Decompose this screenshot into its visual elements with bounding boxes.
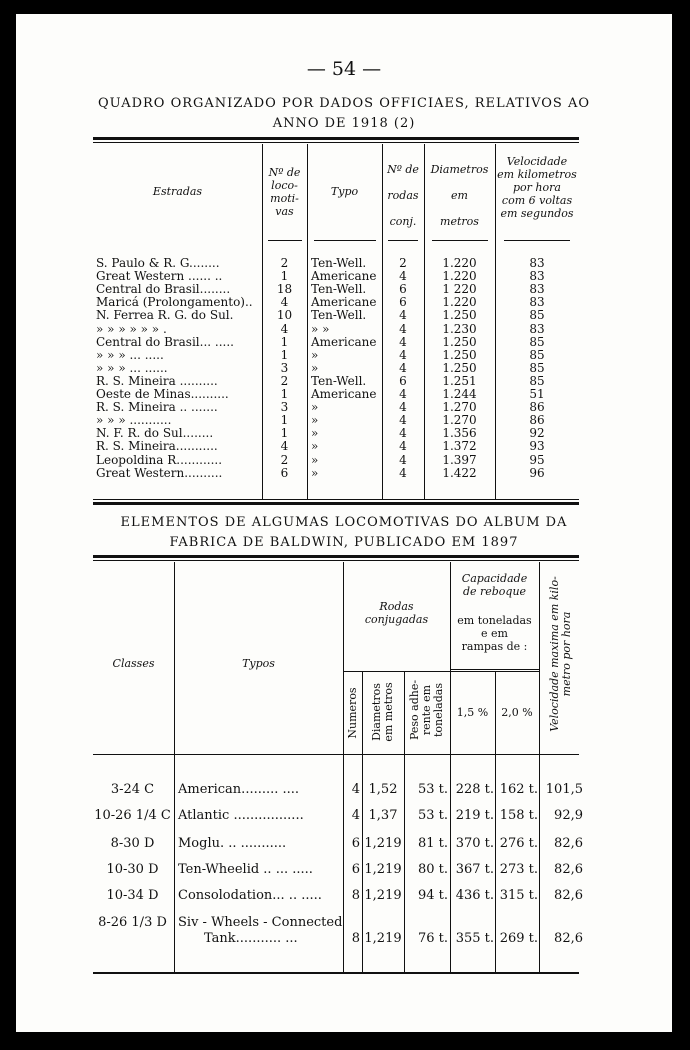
table2-cell-peso: 81 t. xyxy=(417,836,448,851)
table1-cell-typo: Americane xyxy=(311,334,377,349)
table1-title-line2: ANNO DE 1918 (2) xyxy=(272,116,416,131)
table1-cell-rodas: 4 xyxy=(399,400,407,415)
table1-header-underline-vel xyxy=(504,240,570,241)
table1-cell-estrada: » » » ... ..... xyxy=(96,347,164,362)
table1-cell-vel: 51 xyxy=(529,387,545,401)
table1-header-locomotivas: Nº de loco- moti- vas xyxy=(268,166,301,218)
table2-bottom-rule xyxy=(93,972,579,974)
table1-cell-loco: 2 xyxy=(280,373,289,388)
table2-cell-typo-line2: Tank........... ... xyxy=(204,931,298,946)
table1-cell-estrada: » » » ........... xyxy=(96,413,172,428)
table2-header-rampa-2: 2,0 % xyxy=(501,706,533,719)
table1-cell-estrada: Great Western.......... xyxy=(96,465,223,480)
table1-cell-rodas: 4 xyxy=(399,269,407,284)
table2-cell-num: 4 xyxy=(351,782,360,797)
table1-cell-diam: 1.251 xyxy=(442,373,477,388)
table1-cell-rodas: 4 xyxy=(399,360,407,375)
table1-cell-typo: Ten-Well. xyxy=(311,308,367,323)
table2-cell-peso: 53 t. xyxy=(417,782,448,797)
table2-header-rampa-1: 1,5 % xyxy=(456,706,489,719)
table2-cell-vel: 101,5 xyxy=(545,782,583,797)
table1-bottom-rule xyxy=(93,502,579,505)
table1-bottom-rule-thin xyxy=(93,499,579,500)
table2-cell-num: 4 xyxy=(351,808,360,823)
table2-header-rodas: Rodas conjugadas xyxy=(364,600,429,626)
table1-cell-estrada: N. F. R. do Sul........ xyxy=(96,426,214,441)
table2-cell-r2: 158 t. xyxy=(499,808,538,823)
table2-title-line2: FABRICA DE BALDWIN, PUBLICADO EM 1897 xyxy=(169,535,519,550)
table2-capacidade-under-rule xyxy=(450,669,539,670)
table1-cell-loco: 6 xyxy=(280,465,289,480)
table2-cell-classe: 10-30 D xyxy=(106,862,159,877)
table1-cell-diam: 1.270 xyxy=(442,400,477,415)
table1-cell-typo: Americane xyxy=(311,295,377,310)
table1-top-rule-thin xyxy=(93,142,579,143)
table1-cell-loco: 3 xyxy=(280,360,289,375)
table1-cell-estrada: Leopoldina R............ xyxy=(96,452,223,467)
table2-cell-r2: 315 t. xyxy=(499,888,538,903)
table1-cell-rodas: 2 xyxy=(399,256,407,270)
table1-cell-vel: 83 xyxy=(529,269,545,284)
table2-col-sep-7 xyxy=(539,562,540,974)
table2-title-line1: ELEMENTOS DE ALGUMAS LOCOMOTIVAS DO ALBUM DA xyxy=(120,515,568,530)
table2-cell-r2: 276 t. xyxy=(499,836,538,851)
table1-cell-loco: 2 xyxy=(280,256,289,270)
table2-col-sep-1 xyxy=(174,562,175,974)
table2-col-sep-3 xyxy=(362,672,363,974)
table1-cell-diam: 1.244 xyxy=(442,387,477,401)
table1-cell-estrada: R. S. Mineira........... xyxy=(96,439,218,454)
table1-cell-estrada: » » » » » » . xyxy=(96,321,167,336)
table1-cell-diam: 1.422 xyxy=(442,465,477,480)
table1-cell-typo: » xyxy=(311,360,319,375)
table2-cell-peso: 80 t. xyxy=(417,862,448,877)
table1-cell-typo: Ten-Well. xyxy=(311,373,367,388)
table1-cell-rodas: 4 xyxy=(399,321,407,336)
table1-cell-vel: 83 xyxy=(529,282,545,297)
table1-cell-vel: 85 xyxy=(529,373,545,388)
table1-cell-vel: 85 xyxy=(529,308,545,323)
table1-cell-estrada: S. Paulo & R. G........ xyxy=(96,256,220,270)
table1-header-rodas: Nº de rodas conj. xyxy=(387,163,419,228)
table1-cell-diam: 1.230 xyxy=(442,321,477,336)
table1-cell-typo: Ten-Well. xyxy=(311,256,367,270)
table1-cell-loco: 1 xyxy=(280,413,289,428)
table1-cell-estrada: Oeste de Minas.......... xyxy=(96,387,229,401)
table1-cell-rodas: 4 xyxy=(399,426,407,441)
table2-header-capacidade: Capacidade de reboque xyxy=(461,572,528,598)
table1-top-rule xyxy=(93,137,579,140)
table2-cell-r1: 436 t. xyxy=(455,888,494,903)
table1-cell-loco: 1 xyxy=(280,387,289,401)
table2-cell-peso: 94 t. xyxy=(417,888,448,903)
table1-cell-diam: 1.397 xyxy=(442,452,477,467)
table1-cell-typo: » xyxy=(311,465,319,480)
table1-cell-loco: 4 xyxy=(280,321,289,336)
table1-cell-typo: » » xyxy=(311,321,330,336)
table1-cell-vel: 85 xyxy=(529,334,545,349)
table2-cell-vel: 82,6 xyxy=(554,931,583,946)
table2-cell-diam: 1,37 xyxy=(368,808,398,823)
table2-header-peso: Peso adhe- rente em toneladas xyxy=(408,679,445,741)
table2-cell-peso: 76 t. xyxy=(417,931,448,946)
table2-header-diametros: Diametros em metros xyxy=(370,682,395,742)
page-number: — 54 — xyxy=(306,58,382,80)
table1-header-typo: Typo xyxy=(330,185,359,198)
table1-cell-rodas: 6 xyxy=(399,295,407,310)
table1-cell-diam: 1.250 xyxy=(442,360,477,375)
table1-cell-vel: 83 xyxy=(529,295,545,310)
table1-cell-loco: 2 xyxy=(280,452,289,467)
table1-cell-loco: 3 xyxy=(280,400,289,415)
table2-cell-num: 6 xyxy=(351,862,360,877)
table1-cell-typo: » xyxy=(311,439,319,454)
table1-cell-estrada: Maricá (Prolongamento).. xyxy=(96,295,253,310)
table2-cell-typo: Moglu. .. ........... xyxy=(178,836,287,851)
table1-header-underline-diam xyxy=(432,240,488,241)
table1-cell-estrada: R. S. Mineira .......... xyxy=(96,373,218,388)
table1-cell-estrada: » » » ... ...... xyxy=(96,360,168,375)
table1-header-underline-rodas xyxy=(388,240,418,241)
table1-cell-estrada: R. S. Mineira .. ....... xyxy=(96,400,218,415)
table2-cell-typo: Atlantic ................. xyxy=(178,808,304,823)
table1-cell-diam: 1 220 xyxy=(442,282,477,297)
table1-cell-typo: » xyxy=(311,400,319,415)
table2-cell-classe: 8-26 1/3 D xyxy=(98,915,167,930)
table2-cell-num: 8 xyxy=(351,931,360,946)
table2-cell-r1: 219 t. xyxy=(455,808,494,823)
table2-cell-r2: 269 t. xyxy=(499,931,538,946)
table1-cell-rodas: 4 xyxy=(399,413,407,428)
table2-cell-typo: American......... .... xyxy=(178,782,300,797)
table2-cell-r1: 370 t. xyxy=(455,836,494,851)
table2-col-sep-4 xyxy=(404,672,405,974)
table1-cell-typo: » xyxy=(311,426,319,441)
table1-cell-rodas: 4 xyxy=(399,465,407,480)
table1-cell-diam: 1.250 xyxy=(442,334,477,349)
table1-header-underline-typo xyxy=(314,240,376,241)
table1-cell-typo: » xyxy=(311,413,319,428)
table1-cell-rodas: 6 xyxy=(399,373,407,388)
table2-top-rule xyxy=(93,555,579,558)
table1-cell-loco: 18 xyxy=(276,282,293,297)
table1-cell-typo: Americane xyxy=(311,387,377,401)
table1-cell-diam: 1.220 xyxy=(442,269,477,284)
table1-cell-rodas: 4 xyxy=(399,452,407,467)
table2-header-typos: Typos xyxy=(242,657,275,670)
table2-cell-classe: 8-30 D xyxy=(110,836,155,851)
table1-cell-loco: 1 xyxy=(280,347,289,362)
table1-cell-rodas: 6 xyxy=(399,282,407,297)
table2-cell-r2: 162 t. xyxy=(499,782,538,797)
table1-header-diametros: Diametros em metros xyxy=(430,163,489,228)
table1-cell-rodas: 4 xyxy=(399,308,407,323)
table2-cell-vel: 82,6 xyxy=(554,888,583,903)
table1-cell-loco: 1 xyxy=(280,269,289,284)
table1-cell-diam: 1.250 xyxy=(442,308,477,323)
table1-cell-vel: 93 xyxy=(529,439,545,454)
table2-cell-typo: Ten-Wheelid .. ... ..... xyxy=(178,862,313,877)
table1-cell-vel: 86 xyxy=(529,413,545,428)
table2-cell-classe: 3-24 C xyxy=(110,782,155,797)
table1-cell-typo: Americane xyxy=(311,269,377,284)
table2-cell-r2: 273 t. xyxy=(499,862,538,877)
table2-cell-r1: 228 t. xyxy=(455,782,494,797)
table1-cell-diam: 1.372 xyxy=(442,439,477,454)
table2-cell-vel: 82,6 xyxy=(554,862,583,877)
table1-cell-rodas: 4 xyxy=(399,347,407,362)
table1-cell-estrada: Central do Brasil........ xyxy=(96,282,231,297)
table1-cell-loco: 1 xyxy=(280,426,289,441)
table2-header-bottom-rule xyxy=(93,754,579,755)
table1-cell-vel: 83 xyxy=(529,256,545,270)
table2-cell-classe: 10-34 D xyxy=(106,888,159,903)
table1-cell-diam: 1.220 xyxy=(442,256,477,270)
table1-cell-estrada: Great Western ...... .. xyxy=(96,269,223,284)
table2-header-numeros: Numeros xyxy=(346,687,359,739)
table1-header-estradas: Estradas xyxy=(152,185,203,198)
table1-title-line1: QUADRO ORGANIZADO POR DADOS OFFICIAES, RELATIVOS AO xyxy=(97,96,591,111)
table1-cell-diam: 1.220 xyxy=(442,295,477,310)
table1-cell-typo: » xyxy=(311,452,319,467)
page-sheet xyxy=(16,14,672,1032)
table2-cell-vel: 82,6 xyxy=(554,836,583,851)
table1-cell-loco: 1 xyxy=(280,334,289,349)
table1-cell-diam: 1.356 xyxy=(442,426,477,441)
table1-cell-vel: 83 xyxy=(529,321,545,336)
table2-header-classes: Classes xyxy=(112,657,155,670)
table1-cell-loco: 4 xyxy=(280,439,289,454)
table1-cell-vel: 96 xyxy=(529,465,545,480)
table1-cell-vel: 92 xyxy=(529,426,545,441)
table2-header-capacidade-sub: em toneladas e em rampas de : xyxy=(457,614,532,653)
table2-cell-num: 6 xyxy=(351,836,360,851)
table2-cell-diam: 1,219 xyxy=(364,888,402,903)
table2-cell-diam: 1,219 xyxy=(364,836,402,851)
table2-cell-typo: Consolodation... .. ..... xyxy=(178,888,322,903)
table1-cell-vel: 86 xyxy=(529,400,545,415)
table2-cell-diam: 1,219 xyxy=(364,862,402,877)
table1-cell-vel: 85 xyxy=(529,347,545,362)
table1-cell-vel: 95 xyxy=(529,452,545,467)
table1-cell-estrada: N. Ferrea R. G. do Sul. xyxy=(96,308,234,323)
table2-cell-vel: 92,9 xyxy=(554,808,583,823)
table1-cell-vel: 85 xyxy=(529,360,545,375)
table1-cell-estrada: Central do Brasil... ..... xyxy=(96,334,234,349)
table1-cell-rodas: 4 xyxy=(399,387,407,401)
table1-cell-loco: 4 xyxy=(280,295,289,310)
table1-cell-typo: » xyxy=(311,347,319,362)
table1-header-velocidade: Velocidade em kilometros por hora com 6 voltas em segundos xyxy=(497,155,577,220)
table2-cell-diam: 1,52 xyxy=(368,782,398,797)
table1-cell-diam: 1.270 xyxy=(442,413,477,428)
table2-cell-classe: 10-26 1/4 C xyxy=(94,808,171,823)
table2-cell-peso: 53 t. xyxy=(417,808,448,823)
table2-cell-num: 8 xyxy=(351,888,360,903)
table1-cell-rodas: 4 xyxy=(399,334,407,349)
table1-cell-typo: Ten-Well. xyxy=(311,282,367,297)
table2-cell-r1: 355 t. xyxy=(455,931,494,946)
table2-cell-r1: 367 t. xyxy=(455,862,494,877)
table2-header-velocidade: Velocidade maxima em kilo- metro por hora xyxy=(548,576,573,732)
table2-cell-typo: Siv - Wheels - Connected xyxy=(178,915,343,930)
table2-cell-diam: 1,219 xyxy=(364,931,402,946)
table1-cell-diam: 1.250 xyxy=(442,347,477,362)
table1-cell-rodas: 4 xyxy=(399,439,407,454)
table2-top-rule-thin xyxy=(93,560,579,561)
table1-cell-loco: 10 xyxy=(276,308,293,323)
table1-header-underline-loco xyxy=(268,240,302,241)
